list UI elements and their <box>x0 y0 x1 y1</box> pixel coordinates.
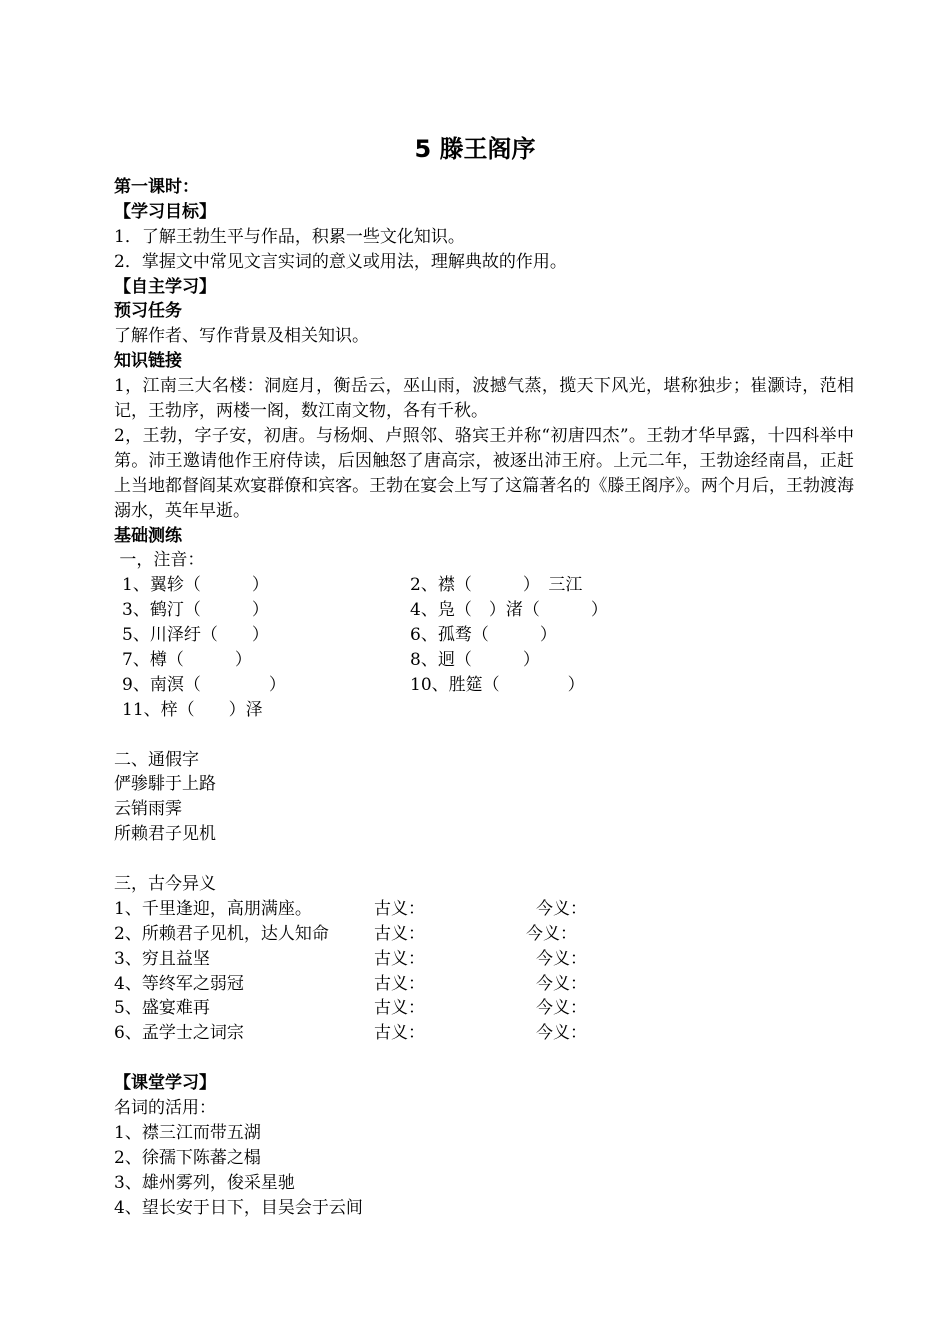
preview-heading: 预习任务 <box>114 301 182 322</box>
gujin-row <box>114 947 854 972</box>
classroom-item: 2、徐孺下陈蕃之榻 <box>114 1147 261 1168</box>
tongjia-heading: 二、通假字 <box>114 749 199 770</box>
gujin-sentence: 4、等终军之弱冠 <box>114 973 244 994</box>
gujin-modern-label: 今义： <box>536 998 587 1019</box>
knowledge-paragraph-2: 2，王勃，字子安，初唐。与杨炯、卢照邻、骆宾王并称“初唐四杰”。王勃才华早露，十四科举中第。沛王邀请他作王府侍读，后因触怒了唐高宗，被逐出沛王府。上元二年，王勃途经南昌，正赶上当地都督阎某欢宴群僚和宾客。王勃在宴会上写了这篇著名的《滕王阁序》。两个月后，王勃渡海溺水，英年早逝。 <box>114 425 854 521</box>
phonetic-row <box>114 598 854 623</box>
phonetic-item: 6、孤骛（ ） <box>410 625 557 646</box>
phonetic-item: 5、川泽纡（ ） <box>122 625 269 646</box>
gujin-row <box>114 996 854 1021</box>
phonetic-item: 1、翼轸（ ） <box>122 575 269 596</box>
phonetic-row <box>114 698 854 723</box>
tongjia-item: 俨骖騑于上路 <box>114 774 216 795</box>
preview-text: 了解作者、写作背景及相关知识。 <box>114 326 369 347</box>
phonetic-item: 2、襟（ ） 三江 <box>410 575 583 596</box>
tongjia-item: 所赖君子见机 <box>114 824 216 845</box>
gujin-sentence: 5、盛宴难再 <box>114 998 210 1019</box>
goals-heading: 【学习目标】 <box>114 201 216 222</box>
lesson-label: 第一课时： <box>114 177 199 197</box>
phonetic-heading: 一，注音： <box>114 550 205 571</box>
gujin-row <box>114 1021 854 1046</box>
spacer <box>114 1046 854 1071</box>
gujin-sentence: 6、孟学士之词宗 <box>114 1023 244 1044</box>
classroom-item: 3、雄州雾列，俊采星驰 <box>114 1172 295 1193</box>
phonetic-row <box>114 573 854 598</box>
phonetic-item: 9、南溟（ ） <box>122 674 286 695</box>
classroom-item: 4、望长安于日下，目吴会于云间 <box>114 1197 363 1218</box>
phonetic-row <box>114 648 854 673</box>
goal-item: 1．了解王勃生平与作品，积累一些文化知识。 <box>114 226 465 247</box>
gujin-ancient-label: 古义： <box>374 923 425 944</box>
gujin-row <box>114 972 854 997</box>
classroom-subheading: 名词的活用： <box>114 1098 216 1119</box>
gujin-sentence: 3、穷且益坚 <box>114 948 210 969</box>
gujin-sentence: 2、所赖君子见机，达人知命 <box>114 923 329 944</box>
self-study-heading: 【自主学习】 <box>114 276 216 297</box>
phonetic-row <box>114 673 854 698</box>
knowledge-paragraph-1: 1，江南三大名楼：洞庭月，衡岳云，巫山雨，波撼气蒸，揽天下风光，堪称独步；崔灏诗，范相记，王勃序，两楼一阁，数江南文物，各有千秋。 <box>114 376 854 422</box>
gujin-heading: 三，古今异义 <box>114 874 216 895</box>
phonetic-item: 10、胜筵（ ） <box>410 674 585 695</box>
gujin-ancient-label: 古义： <box>374 948 425 969</box>
gujin-ancient-label: 古义： <box>374 898 425 919</box>
page-title: 5 滕王阁序 <box>414 135 536 163</box>
gujin-sentence: 1、千里逢迎，高朋满座。 <box>114 898 312 919</box>
classroom-heading: 【课堂学习】 <box>114 1073 216 1094</box>
phonetic-item: 8、迥（ ） <box>410 650 540 671</box>
tongjia-item: 云销雨霁 <box>114 799 182 820</box>
gujin-modern-label: 今义： <box>526 923 577 944</box>
gujin-list <box>114 897 854 1046</box>
phonetic-list <box>114 573 854 722</box>
phonetic-item: 11、梓（ ）泽 <box>122 699 263 720</box>
gujin-ancient-label: 古义： <box>374 1023 425 1044</box>
spacer <box>114 723 854 748</box>
document-body <box>114 175 854 1221</box>
phonetic-item: 3、鹤汀（ ） <box>122 600 269 621</box>
gujin-modern-label: 今义： <box>536 1023 587 1044</box>
gujin-ancient-label: 古义： <box>374 998 425 1019</box>
classroom-item: 1、襟三江而带五湖 <box>114 1122 261 1143</box>
gujin-row <box>114 897 854 922</box>
gujin-ancient-label: 古义： <box>374 973 425 994</box>
gujin-modern-label: 今义： <box>536 898 587 919</box>
spacer <box>114 847 854 872</box>
phonetic-row <box>114 623 854 648</box>
basic-heading: 基础测练 <box>114 525 182 546</box>
gujin-modern-label: 今义： <box>536 948 587 969</box>
knowledge-heading: 知识链接 <box>114 351 182 372</box>
gujin-row <box>114 922 854 947</box>
gujin-modern-label: 今义： <box>536 973 587 994</box>
phonetic-item: 7、樽（ ） <box>122 650 252 671</box>
phonetic-item: 4、凫（ ）渚（ ） <box>410 600 608 621</box>
goal-item: 2．掌握文中常见文言实词的意义或用法，理解典故的作用。 <box>114 251 567 272</box>
